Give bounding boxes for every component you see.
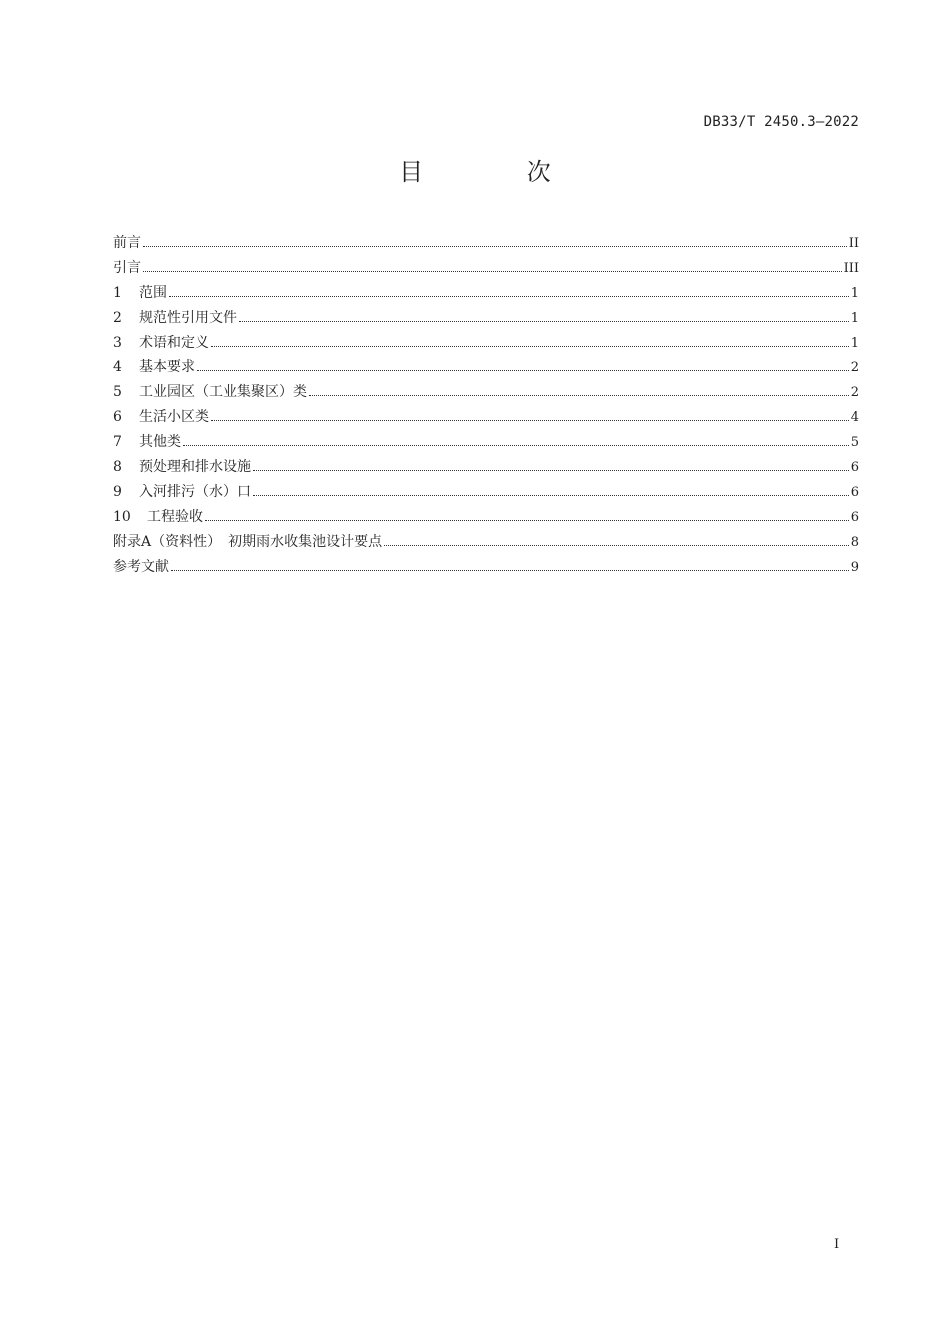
table-of-contents — [113, 232, 859, 580]
toc-entry-6[interactable] — [113, 406, 859, 431]
toc-leader-dots — [171, 569, 849, 571]
toc-entry-5[interactable] — [113, 381, 859, 406]
toc-leader-dots — [253, 494, 849, 496]
toc-entry-label: 范围 — [139, 284, 167, 301]
toc-entry-appendix-a[interactable] — [113, 531, 859, 556]
toc-entry-page: 5 — [850, 435, 859, 451]
toc-entry-page: 9 — [850, 559, 859, 575]
toc-leader-dots — [143, 245, 847, 247]
toc-entry-number: 3 — [113, 334, 122, 351]
toc-entry-bibliography[interactable] — [113, 556, 859, 581]
toc-entry-label: 附录A（资料性） 初期雨水收集池设计要点 — [113, 533, 383, 550]
toc-leader-dots — [211, 419, 849, 421]
toc-entry-page: 2 — [850, 385, 859, 401]
toc-leader-dots — [169, 295, 849, 297]
toc-entry-label: 基本要求 — [139, 359, 195, 376]
toc-entry-4[interactable] — [113, 356, 859, 381]
toc-leader-dots — [211, 345, 849, 347]
toc-entry-label: 前言 — [113, 235, 141, 251]
toc-entry-3[interactable] — [113, 332, 859, 357]
toc-entry-number: 1 — [113, 284, 122, 301]
toc-leader-dots — [183, 444, 849, 446]
toc-entry-page: 6 — [850, 460, 859, 476]
toc-entry-page: 6 — [850, 484, 859, 500]
toc-entry-number: 7 — [113, 434, 122, 451]
toc-leader-dots — [309, 394, 849, 396]
toc-entry-page: 2 — [850, 360, 859, 376]
toc-leader-dots — [143, 270, 842, 272]
toc-leader-dots — [384, 544, 849, 546]
toc-entry-number: 9 — [113, 483, 122, 500]
toc-entry-number: 2 — [113, 309, 122, 326]
toc-entry-1[interactable] — [113, 282, 859, 307]
toc-entry-label: 参考文献 — [113, 558, 169, 575]
toc-entry-introduction[interactable] — [113, 257, 859, 282]
toc-entry-page: 1 — [850, 310, 859, 326]
toc-entry-label: 工业园区（工业集聚区）类 — [139, 384, 307, 401]
toc-entry-page: 8 — [850, 534, 859, 550]
toc-entry-page: 4 — [850, 410, 859, 426]
toc-entry-number: 8 — [113, 459, 122, 476]
page-number: I — [834, 1237, 840, 1252]
toc-entry-page: 6 — [850, 509, 859, 525]
toc-entry-number: 10 — [113, 508, 131, 525]
page-title: 目 次 — [399, 158, 599, 186]
toc-leader-dots — [205, 519, 849, 521]
toc-entry-10[interactable] — [113, 506, 859, 531]
toc-entry-page: II — [848, 236, 859, 251]
toc-entry-number: 6 — [113, 409, 122, 426]
toc-leader-dots — [239, 320, 849, 322]
toc-leader-dots — [197, 369, 849, 371]
toc-entry-7[interactable] — [113, 431, 859, 456]
toc-entry-page: 1 — [850, 335, 859, 351]
toc-entry-page: III — [843, 260, 859, 276]
toc-entry-label: 预处理和排水设施 — [139, 459, 251, 476]
document-code: DB33/T 2450.3—2022 — [703, 114, 859, 130]
toc-entry-number: 4 — [113, 359, 122, 376]
toc-entry-number: 5 — [113, 384, 122, 401]
toc-leader-dots — [253, 469, 849, 471]
toc-entry-9[interactable] — [113, 481, 859, 506]
toc-entry-label: 入河排污（水）口 — [139, 483, 251, 500]
toc-entry-page: 1 — [850, 285, 859, 301]
toc-entry-label: 引言 — [113, 259, 141, 276]
toc-entry-label: 生活小区类 — [139, 409, 209, 426]
toc-entry-label: 术语和定义 — [139, 334, 209, 351]
toc-entry-2[interactable] — [113, 307, 859, 332]
toc-entry-foreword[interactable] — [113, 232, 859, 257]
toc-entry-8[interactable] — [113, 456, 859, 481]
toc-entry-label: 其他类 — [139, 434, 181, 451]
toc-entry-label: 规范性引用文件 — [139, 309, 237, 326]
toc-entry-label: 工程验收 — [147, 508, 203, 525]
